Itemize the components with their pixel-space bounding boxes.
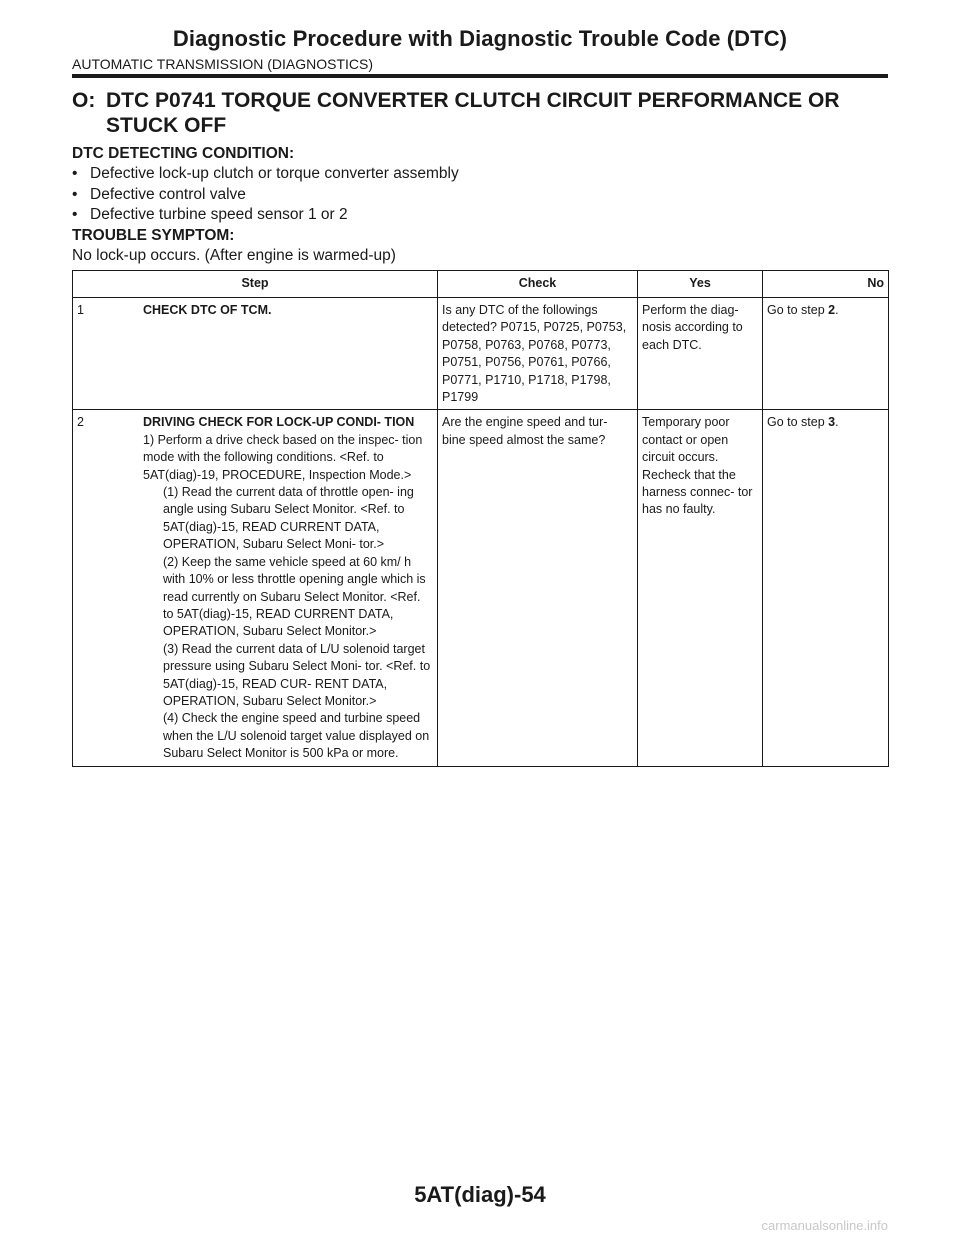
table-header-row xyxy=(73,271,889,298)
check-cell: Are the engine speed and tur- bine speed almost the same? xyxy=(438,410,638,766)
step-intro: 1) Perform a drive check based on the inspec- tion mode with the following conditions. <Ref. to 5AT(diag)-19, PROCEDURE, Inspection Mode.> xyxy=(143,432,423,482)
substep: (1) Read the current data of throttle open- ing angle using Subaru Select Monitor. <Ref. to 5AT(diag)-15, READ CURRENT DATA, OPERATION, Subaru Select Moni- tor.> xyxy=(163,485,414,552)
section-letter: O: xyxy=(72,89,96,112)
step-heading: DRIVING CHECK FOR LOCK-UP CONDI- TION xyxy=(143,415,415,430)
page-title: Diagnostic Procedure with Diagnostic Trouble Code (DTC) xyxy=(172,26,788,51)
step-cell xyxy=(73,298,438,410)
step-title xyxy=(143,414,433,762)
section-title: DTC P0741 TORQUE CONVERTER CLUTCH CIRCUIT PERFORMANCE OR STUCK OFF xyxy=(106,89,840,137)
page-number: 5AT(diag)-54 xyxy=(414,1182,546,1207)
condition-item: • Defective lock-up clutch or torque converter assembly xyxy=(72,164,888,185)
symptom-text: No lock-up occurs. (After engine is warmed-up) xyxy=(72,246,396,264)
step-number: 2 xyxy=(77,415,84,430)
no-prefix: Go to step xyxy=(767,303,829,317)
check-cell: Is any DTC of the followings detected? P0715, P0725, P0753, P0758, P0763, P0768, P0773, P0751, P0756, P0761, P0766, P0771, P1710, P1718, P1798, P1799 xyxy=(438,298,638,410)
substep: (3) Read the current data of L/U solenoid target pressure using Subaru Select Moni- tor. <Ref. to 5AT(diag)-15, READ CUR- RENT DATA, OPERATION, Subaru Select Monitor.> xyxy=(163,641,431,708)
substep: (2) Keep the same vehicle speed at 60 km/ h with 10% or less throttle opening angle which is read currently on Subaru Select Monitor. <Ref. to 5AT(diag)-15, READ CURRENT DATA, OPERATION, Subaru Select Monitor.> xyxy=(163,554,426,639)
table-row xyxy=(73,410,889,766)
condition-item: • Defective control valve xyxy=(72,185,888,206)
no-suffix: . xyxy=(835,303,839,317)
header-no: No xyxy=(763,271,889,298)
dtc-section xyxy=(72,88,888,266)
section-heading xyxy=(72,88,888,138)
step-number: 1 xyxy=(77,303,84,317)
header-divider xyxy=(72,74,888,78)
page-subtitle: AUTOMATIC TRANSMISSION (DIAGNOSTICS) xyxy=(72,56,374,72)
step-cell xyxy=(73,410,438,766)
table-row xyxy=(73,298,889,410)
goto-step-link: 2 xyxy=(828,303,836,317)
symptom-heading: TROUBLE SYMPTOM: xyxy=(72,226,235,244)
no-prefix: Go to step xyxy=(767,415,829,430)
diagnostic-table xyxy=(72,270,889,767)
header-yes: Yes xyxy=(638,271,763,298)
header-check: Check xyxy=(438,271,638,298)
goto-step-link: 3 xyxy=(828,415,836,430)
yes-cell: Temporary poor contact or open circuit occurs. Recheck that the harness connec- tor has no faulty. xyxy=(638,410,763,766)
no-cell xyxy=(763,298,889,410)
header-step: Step xyxy=(73,271,438,298)
condition-item: • Defective turbine speed sensor 1 or 2 xyxy=(72,205,888,226)
condition-list xyxy=(72,164,888,226)
condition-heading: DTC DETECTING CONDITION: xyxy=(72,145,295,162)
substep: (4) Check the engine speed and turbine speed when the L/U solenoid target value displayed on Subaru Select Monitor is 500 kPa or more. xyxy=(163,711,430,761)
page-header xyxy=(72,26,888,72)
step-title: CHECK DTC OF TCM. xyxy=(143,303,272,317)
no-suffix: . xyxy=(835,415,839,430)
no-cell xyxy=(763,410,889,766)
watermark: carmanualsonline.info xyxy=(761,1218,888,1233)
yes-cell: Perform the diag- nosis according to each DTC. xyxy=(638,298,763,410)
